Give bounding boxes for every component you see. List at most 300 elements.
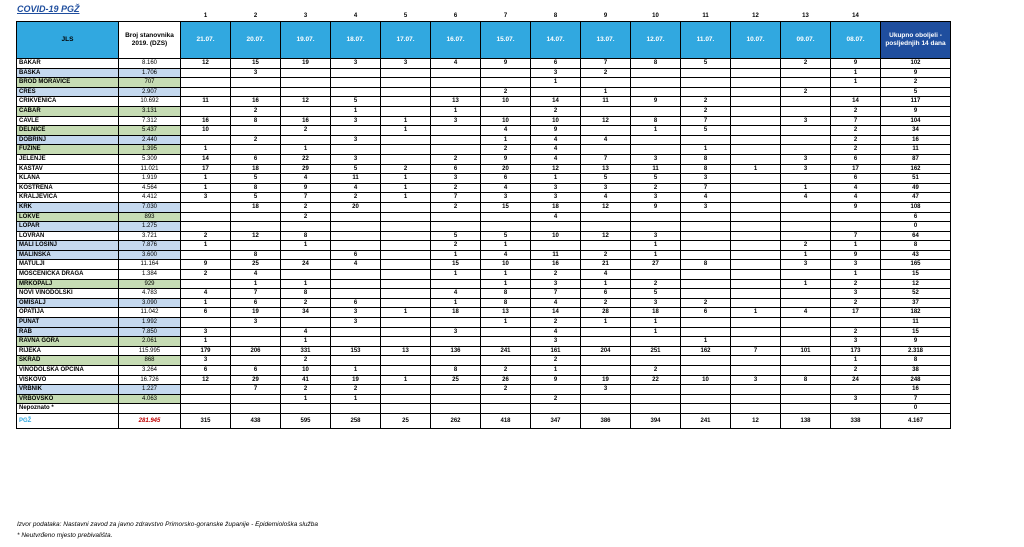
case-count: 2 [431, 241, 481, 251]
case-count [381, 260, 431, 270]
sum-count: 386 [581, 413, 631, 428]
case-count [181, 394, 231, 404]
population-value: 4.412 [119, 193, 181, 203]
case-count: 7 [281, 193, 331, 203]
case-count: 12 [181, 59, 231, 69]
case-count: 3 [331, 308, 381, 318]
case-count: 2 [281, 385, 331, 395]
case-count: 34 [281, 308, 331, 318]
case-count: 1 [381, 116, 431, 126]
case-count [181, 78, 231, 88]
table-row [17, 356, 951, 366]
case-count: 161 [531, 346, 581, 356]
case-count: 251 [631, 346, 681, 356]
case-count: 2 [281, 126, 331, 136]
case-count [181, 404, 231, 414]
case-count [181, 68, 231, 78]
population-value: 5.309 [119, 154, 181, 164]
case-count: 10 [281, 366, 331, 376]
case-count: 10 [481, 116, 531, 126]
table-row [17, 404, 951, 414]
case-count: 18 [431, 308, 481, 318]
case-count: 9 [281, 183, 331, 193]
case-count [331, 87, 381, 97]
case-count: 17 [181, 164, 231, 174]
total-count: 43 [881, 250, 951, 260]
case-count [581, 337, 631, 347]
day-number: 6 [453, 12, 458, 19]
total-count: 5 [881, 87, 951, 97]
case-count [581, 327, 631, 337]
table-row [17, 308, 951, 318]
case-count [331, 212, 381, 222]
case-count: 7 [831, 116, 881, 126]
case-count [731, 145, 781, 155]
case-count [781, 356, 831, 366]
case-count [831, 87, 881, 97]
case-count [231, 212, 281, 222]
case-count [181, 279, 231, 289]
case-count: 1 [331, 394, 381, 404]
case-count: 4 [531, 145, 581, 155]
case-count: 3 [631, 298, 681, 308]
total-count: 34 [881, 126, 951, 136]
case-count: 7 [581, 154, 631, 164]
case-count [331, 222, 381, 232]
case-count: 1 [281, 394, 331, 404]
case-count: 15 [431, 260, 481, 270]
sum-label: PGŽ [17, 413, 119, 428]
population-value: 2.061 [119, 337, 181, 347]
case-count [681, 87, 731, 97]
header-date: 21.07. [181, 22, 231, 59]
population-value: 2.440 [119, 135, 181, 145]
case-count: 18 [231, 202, 281, 212]
case-count [381, 404, 431, 414]
table-row [17, 385, 951, 395]
case-count: 2 [831, 126, 881, 136]
case-count [631, 356, 681, 366]
case-count [731, 222, 781, 232]
case-count [731, 193, 781, 203]
table-row [17, 97, 951, 107]
case-count [231, 356, 281, 366]
case-count: 8 [631, 116, 681, 126]
case-count [431, 279, 481, 289]
case-count: 6 [181, 366, 231, 376]
case-count: 2 [281, 202, 331, 212]
case-count: 9 [831, 202, 881, 212]
case-count [531, 385, 581, 395]
case-count: 6 [231, 154, 281, 164]
case-count [731, 250, 781, 260]
case-count [631, 222, 681, 232]
case-count: 8 [281, 289, 331, 299]
case-count [831, 318, 881, 328]
sum-count: 338 [831, 413, 881, 428]
case-count [281, 404, 331, 414]
case-count: 3 [431, 174, 481, 184]
case-count: 6 [231, 298, 281, 308]
spacer-cell [119, 11, 181, 22]
day-number: 9 [603, 12, 608, 19]
municipality-name: DELNICE [17, 126, 119, 136]
case-count: 2 [831, 298, 881, 308]
case-count: 3 [581, 385, 631, 395]
case-count: 8 [481, 289, 531, 299]
population-value: 7.030 [119, 202, 181, 212]
case-count: 1 [281, 241, 331, 251]
municipality-name: MATULJI [17, 260, 119, 270]
case-count: 101 [781, 346, 831, 356]
sum-count: 258 [331, 413, 381, 428]
case-count [731, 154, 781, 164]
case-count [181, 318, 231, 328]
case-count [731, 270, 781, 280]
day-number: 7 [503, 12, 508, 19]
case-count [481, 337, 531, 347]
case-count: 204 [581, 346, 631, 356]
population-value: 3.600 [119, 250, 181, 260]
case-count: 2 [781, 59, 831, 69]
header-date: 17.07. [381, 22, 431, 59]
total-count: 49 [881, 183, 951, 193]
case-count [381, 318, 431, 328]
case-count [631, 404, 681, 414]
municipality-name: RAB [17, 327, 119, 337]
municipality-name: KRK [17, 202, 119, 212]
case-count [531, 222, 581, 232]
case-count: 4 [581, 270, 631, 280]
case-count [781, 212, 831, 222]
total-count: 2 [881, 78, 951, 88]
case-count: 1 [781, 183, 831, 193]
case-count: 3 [381, 59, 431, 69]
municipality-name: CRIKVENICA [17, 97, 119, 107]
sum-row [17, 413, 951, 428]
case-count: 2 [281, 212, 331, 222]
case-count: 18 [631, 308, 681, 318]
case-count: 5 [431, 231, 481, 241]
case-count [181, 222, 231, 232]
case-count: 4 [231, 270, 281, 280]
header-date: 13.07. [581, 22, 631, 59]
case-count [231, 404, 281, 414]
case-count [731, 366, 781, 376]
case-count [631, 68, 681, 78]
population-value: 11.042 [119, 308, 181, 318]
case-count: 13 [581, 164, 631, 174]
sum-count: 438 [231, 413, 281, 428]
covid-table [16, 11, 951, 429]
case-count [331, 404, 381, 414]
case-count [431, 394, 481, 404]
case-count [731, 183, 781, 193]
header-population: Broj stanovnika 2019. (DZS) [119, 22, 181, 59]
case-count: 17 [831, 308, 881, 318]
table-row [17, 59, 951, 69]
case-count: 1 [481, 135, 531, 145]
case-count [431, 87, 481, 97]
case-count: 3 [531, 183, 581, 193]
case-count [281, 106, 331, 116]
case-count [731, 59, 781, 69]
case-count: 10 [681, 375, 731, 385]
case-count [281, 250, 331, 260]
case-count: 20 [331, 202, 381, 212]
day-number: 12 [752, 12, 759, 19]
case-count: 8 [231, 183, 281, 193]
case-count: 21 [581, 260, 631, 270]
case-count: 1 [481, 318, 531, 328]
municipality-name: ČAVLE [17, 116, 119, 126]
case-count: 2 [831, 327, 881, 337]
total-count: 11 [881, 318, 951, 328]
header-date: 09.07. [781, 22, 831, 59]
case-count: 1 [631, 250, 681, 260]
total-count: 117 [881, 97, 951, 107]
case-count: 3 [781, 260, 831, 270]
case-count: 13 [431, 97, 481, 107]
case-count: 14 [531, 97, 581, 107]
total-count: 0 [881, 404, 951, 414]
case-count: 1 [681, 337, 731, 347]
table-row [17, 202, 951, 212]
case-count: 10 [181, 126, 231, 136]
population-value: 1.919 [119, 174, 181, 184]
case-count: 1 [531, 78, 581, 88]
case-count: 3 [831, 394, 881, 404]
case-count: 11 [631, 164, 681, 174]
page-title: COVID-19 PGŽ [17, 4, 80, 14]
case-count [381, 327, 431, 337]
population-value: 5.437 [119, 126, 181, 136]
total-count: 11 [881, 145, 951, 155]
case-count: 9 [831, 59, 881, 69]
case-count [381, 212, 431, 222]
case-count: 4 [431, 59, 481, 69]
case-count: 179 [181, 346, 231, 356]
day-number: 5 [403, 12, 408, 19]
case-count [181, 250, 231, 260]
sum-total: 4.167 [881, 413, 951, 428]
case-count [231, 78, 281, 88]
case-count: 1 [831, 78, 881, 88]
total-count: 8 [881, 356, 951, 366]
case-count [681, 135, 731, 145]
total-count: 248 [881, 375, 951, 385]
case-count [781, 327, 831, 337]
case-count: 29 [281, 164, 331, 174]
case-count: 2 [581, 68, 631, 78]
case-count: 2 [331, 193, 381, 203]
case-count [381, 87, 431, 97]
case-count: 4 [481, 250, 531, 260]
case-count: 10 [481, 97, 531, 107]
case-count [731, 106, 781, 116]
case-count [781, 404, 831, 414]
case-count: 3 [781, 164, 831, 174]
case-count [381, 145, 431, 155]
table-row [17, 250, 951, 260]
municipality-name: VRBOVSKO [17, 394, 119, 404]
case-count [731, 337, 781, 347]
case-count: 1 [181, 145, 231, 155]
case-count: 29 [231, 375, 281, 385]
case-count: 1 [331, 366, 381, 376]
case-count [731, 394, 781, 404]
case-count: 7 [531, 289, 581, 299]
case-count: 4 [181, 289, 231, 299]
case-count [331, 241, 381, 251]
total-count: 182 [881, 308, 951, 318]
population-value: 1.706 [119, 68, 181, 78]
case-count [781, 126, 831, 136]
case-count: 2 [831, 279, 881, 289]
case-count: 2 [381, 164, 431, 174]
case-count: 2 [681, 298, 731, 308]
case-count: 11 [581, 97, 631, 107]
case-count [631, 337, 681, 347]
table-row [17, 366, 951, 376]
case-count: 6 [581, 289, 631, 299]
case-count: 3 [181, 193, 231, 203]
case-count: 7 [731, 346, 781, 356]
header-date: 11.07. [681, 22, 731, 59]
case-count: 26 [481, 375, 531, 385]
case-count [581, 241, 631, 251]
case-count [631, 106, 681, 116]
case-count: 1 [231, 279, 281, 289]
case-count: 136 [431, 346, 481, 356]
case-count [731, 116, 781, 126]
case-count [431, 126, 481, 136]
case-count: 6 [831, 174, 881, 184]
municipality-name: KOSTRENA [17, 183, 119, 193]
case-count [681, 222, 731, 232]
case-count: 3 [831, 260, 881, 270]
case-count: 28 [581, 308, 631, 318]
case-count [231, 126, 281, 136]
case-count: 3 [181, 327, 231, 337]
case-count: 3 [531, 68, 581, 78]
case-count [331, 327, 381, 337]
case-count [331, 68, 381, 78]
case-count [731, 78, 781, 88]
case-count: 3 [431, 116, 481, 126]
municipality-name: LOVRAN [17, 231, 119, 241]
case-count: 5 [631, 174, 681, 184]
sum-count: 138 [781, 413, 831, 428]
case-count: 4 [831, 183, 881, 193]
case-count: 3 [231, 318, 281, 328]
table-row [17, 394, 951, 404]
case-count [381, 289, 431, 299]
municipality-name: OPATIJA [17, 308, 119, 318]
case-count: 8 [231, 250, 281, 260]
case-count: 12 [581, 202, 631, 212]
case-count: 162 [681, 346, 731, 356]
total-count: 38 [881, 366, 951, 376]
case-count: 2 [781, 241, 831, 251]
municipality-name: NOVI VINODOLSKI [17, 289, 119, 299]
municipality-name: OMIŠALJ [17, 298, 119, 308]
header-date: 10.07. [731, 22, 781, 59]
case-count [681, 318, 731, 328]
case-count [431, 337, 481, 347]
sum-count: 25 [381, 413, 431, 428]
case-count: 1 [181, 337, 231, 347]
case-count: 1 [731, 308, 781, 318]
case-count [581, 366, 631, 376]
case-count [181, 87, 231, 97]
sum-count: 12 [731, 413, 781, 428]
case-count: 2 [431, 183, 481, 193]
case-count [381, 154, 431, 164]
case-count [331, 78, 381, 88]
total-count: 162 [881, 164, 951, 174]
case-count [281, 270, 331, 280]
case-count: 16 [281, 116, 331, 126]
case-count: 2 [831, 366, 881, 376]
total-count: 8 [881, 241, 951, 251]
case-count: 1 [431, 270, 481, 280]
total-count: 16 [881, 135, 951, 145]
case-count: 12 [581, 231, 631, 241]
case-count: 1 [781, 250, 831, 260]
municipality-name: CRES [17, 87, 119, 97]
case-count: 2 [531, 318, 581, 328]
case-count: 4 [581, 135, 631, 145]
population-value: 10.692 [119, 97, 181, 107]
case-count: 8 [681, 164, 731, 174]
case-count: 14 [831, 97, 881, 107]
case-count: 331 [281, 346, 331, 356]
case-count [481, 212, 531, 222]
case-count [581, 106, 631, 116]
case-count: 14 [181, 154, 231, 164]
case-count [781, 394, 831, 404]
case-count: 19 [331, 375, 381, 385]
case-count [681, 289, 731, 299]
day-number: 2 [253, 12, 258, 19]
case-count: 13 [381, 346, 431, 356]
case-count: 2 [681, 106, 731, 116]
case-count [681, 356, 731, 366]
case-count: 1 [681, 145, 731, 155]
sum-population: 281.945 [119, 413, 181, 428]
case-count: 2 [781, 87, 831, 97]
case-count [631, 385, 681, 395]
case-count [531, 87, 581, 97]
case-count: 3 [731, 375, 781, 385]
day-number: 8 [553, 12, 558, 19]
case-count [431, 135, 481, 145]
case-count [381, 385, 431, 395]
case-count: 20 [481, 164, 531, 174]
case-count [681, 279, 731, 289]
sum-count: 241 [681, 413, 731, 428]
population-value: 3.090 [119, 298, 181, 308]
case-count: 1 [381, 126, 431, 136]
day-index-row [17, 11, 951, 22]
case-count: 12 [181, 375, 231, 385]
municipality-name: MOŠĆENIČKA DRAGA [17, 270, 119, 280]
case-count: 3 [531, 279, 581, 289]
case-count: 5 [231, 193, 281, 203]
population-value: 7.312 [119, 116, 181, 126]
case-count [681, 404, 731, 414]
